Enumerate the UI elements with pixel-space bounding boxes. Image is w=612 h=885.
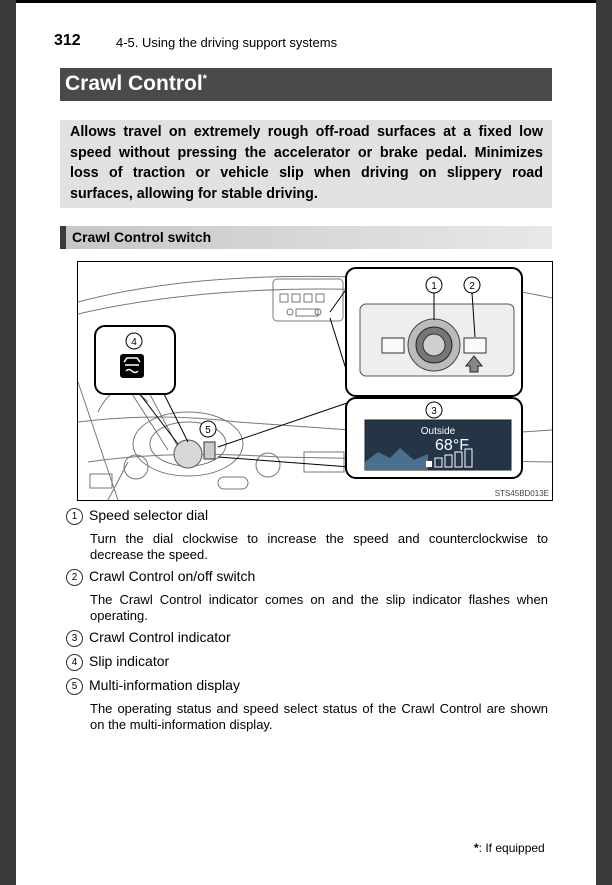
item-label: Multi-information display xyxy=(89,677,240,693)
display-location xyxy=(204,442,215,459)
callout-leader-3b xyxy=(218,457,350,467)
callout-leader-3a xyxy=(218,402,350,447)
item-description: The operating status and speed select status of the Crawl Control are shown on the multi-information display. xyxy=(90,701,548,732)
item-number: 4 xyxy=(66,654,83,671)
callout-4-number: 4 xyxy=(131,337,137,348)
callout-5-number: 5 xyxy=(205,425,211,436)
dial-center xyxy=(423,334,445,356)
figure-code: STS45BD013E xyxy=(494,489,549,498)
crawl-control-switch xyxy=(464,338,486,353)
page-number: 312 xyxy=(54,32,81,49)
item-slip-indicator xyxy=(66,653,169,671)
item-multi-information-display xyxy=(66,677,240,695)
footnote-text: : If equipped xyxy=(478,841,545,855)
dashboard-illustration xyxy=(77,261,553,501)
section-header: 4-5. Using the driving support systems xyxy=(116,35,338,50)
manual-page xyxy=(16,0,596,885)
footnote-mark: * xyxy=(474,841,479,855)
intro-box xyxy=(60,120,552,208)
callout-2-number: 2 xyxy=(469,281,475,292)
speed-bar-1 xyxy=(426,461,432,467)
title-bar xyxy=(60,68,552,101)
title-asterisk: * xyxy=(202,73,207,85)
page-title xyxy=(65,72,207,96)
top-rule xyxy=(16,0,596,3)
display-outside-label: Outside xyxy=(420,426,456,437)
page-title-text: Crawl Control xyxy=(65,72,203,95)
item-label: Slip indicator xyxy=(89,653,170,669)
item-description: The Crawl Control indicator comes on and the slip indicator flashes when operating. xyxy=(90,592,548,623)
subheading: Crawl Control switch xyxy=(72,229,212,245)
item-number: 2 xyxy=(66,569,83,586)
dashboard-drawing xyxy=(78,262,552,500)
item-speed-selector-dial xyxy=(66,507,208,525)
left-switch xyxy=(382,338,404,353)
item-number: 1 xyxy=(66,508,83,525)
item-number: 3 xyxy=(66,630,83,647)
subheading-bar xyxy=(60,226,552,249)
footnote xyxy=(474,841,545,855)
callout-1-number: 1 xyxy=(431,281,437,292)
item-description: Turn the dial clockwise to increase the speed and counterclockwise to decrease the speed. xyxy=(90,531,548,562)
item-label: Crawl Control on/off switch xyxy=(89,568,256,584)
item-number: 5 xyxy=(66,678,83,695)
item-crawl-control-switch xyxy=(66,568,255,586)
item-label: Crawl Control indicator xyxy=(89,629,231,645)
intro-text: Allows travel on extremely rough off-road surfaces at a fixed low speed without pressing the accelerator or brake pedal. Minimizes loss of traction or vehicle slip when driving on slippery road surfaces, allowing for stable driving. xyxy=(70,124,543,202)
item-label: Speed selector dial xyxy=(89,507,209,523)
item-crawl-control-indicator xyxy=(66,629,231,647)
display-temperature: 68°F xyxy=(435,437,469,454)
callout-3-number: 3 xyxy=(431,406,437,417)
slip-indicator-location xyxy=(174,440,202,468)
subheading-accent xyxy=(60,226,66,249)
